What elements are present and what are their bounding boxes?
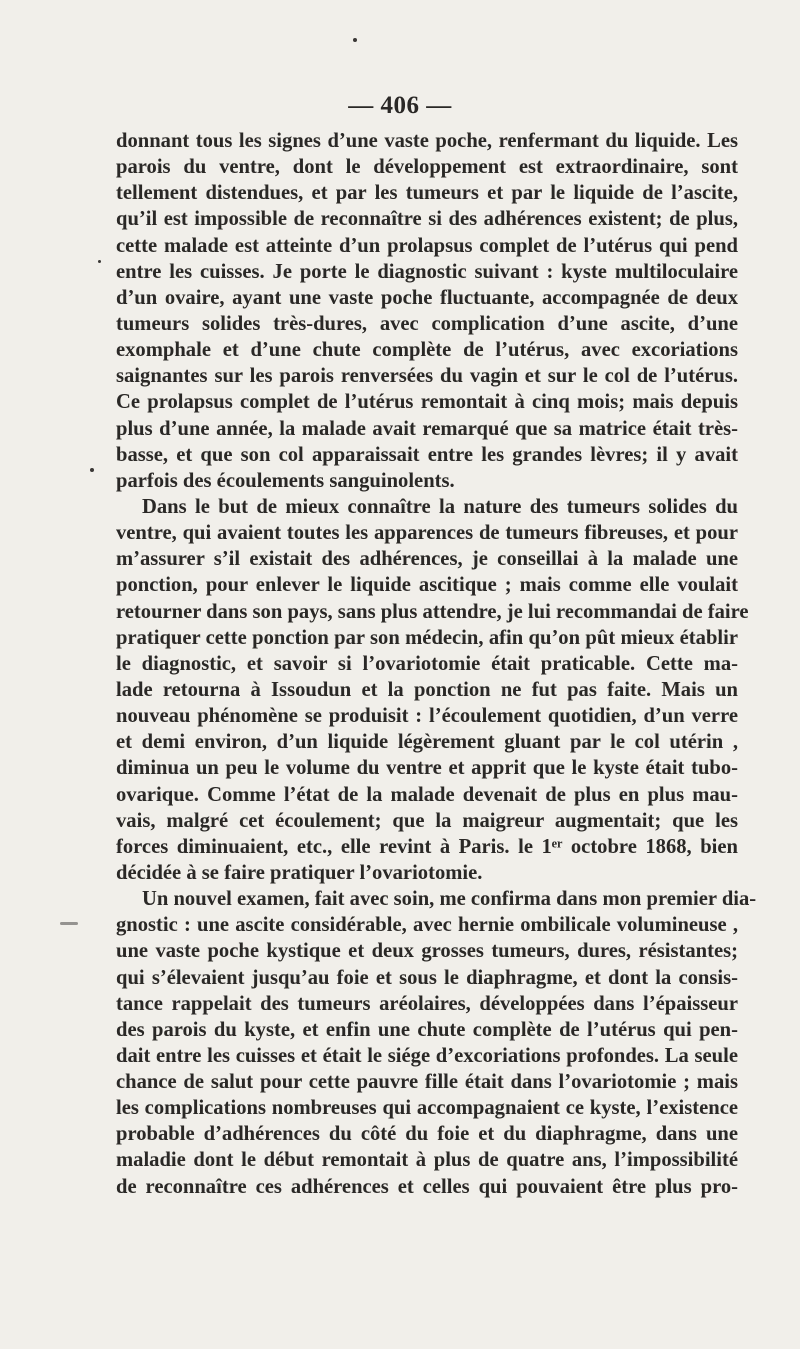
- text-line: le diagnostic, et savoir si l’ovariotomie était praticable. Cette ma-: [116, 652, 738, 675]
- text-line: des parois du kyste, et enfin une chute complète de l’utérus qui pen-: [116, 1018, 738, 1041]
- text-line: basse, et que son col apparaissait entre les grandes lèvres; il y avait: [116, 443, 738, 466]
- text-line: saignantes sur les parois renversées du vagin et sur le col de l’utérus.: [116, 365, 738, 388]
- body-text: [116, 128, 757, 1200]
- text-line: diminua un peu le volume du ventre et apprit que le kyste était tubo-: [116, 757, 738, 780]
- text-line: nouveau phénomène se produisit : l’écoulement quotidien, d’un verre: [116, 705, 738, 728]
- text-line: vais, malgré cet écoulement; que la maigreur augmentait; que les: [116, 809, 738, 832]
- text-line: plus d’une année, la malade avait remarqué que sa matrice était très-: [116, 417, 738, 440]
- text-line: m’assurer s’il existait des adhérences, je conseillai à la malade une: [116, 548, 738, 571]
- text-line: et demi environ, d’un liquide légèrement gluant par le col utérin ,: [116, 731, 738, 754]
- text-line: ponction, pour enlever le liquide ascitique ; mais comme elle voulait: [116, 574, 738, 597]
- ink-speck: [98, 260, 101, 263]
- page-number: — 406 —: [348, 92, 452, 119]
- text-line: qui s’élevaient jusqu’au foie et sous le diaphragme, et dont la consis-: [116, 966, 738, 989]
- ink-speck: [353, 38, 357, 42]
- text-line: les complications nombreuses qui accompagnaient ce kyste, l’existence: [116, 1097, 738, 1120]
- text-line: Un nouvel examen, fait avec soin, me confirma dans mon premier dia-: [142, 888, 757, 911]
- text-line: parfois des écoulements sanguinolents.: [116, 469, 455, 492]
- ink-speck: [90, 468, 94, 472]
- text-line: parois du ventre, dont le développement est extraordinaire, sont: [116, 156, 738, 179]
- text-line: de reconnaître ces adhérences et celles qui pouvaient être plus pro-: [116, 1175, 738, 1198]
- text-line: tellement distendues, et par les tumeurs et par le liquide de l’ascite,: [116, 182, 738, 205]
- text-line: tumeurs solides très-dures, avec complication d’une ascite, d’une: [116, 312, 738, 335]
- text-line: probable d’adhérences du côté du foie et du diaphragme, dans une: [116, 1123, 738, 1146]
- text-line: Ce prolapsus complet de l’utérus remontait à cinq mois; mais depuis: [116, 391, 738, 414]
- text-line: exomphale et d’une chute complète de l’utérus, avec excoriations: [116, 339, 738, 362]
- text-line: d’un ovaire, ayant une vaste poche fluctuante, accompagnée de deux: [116, 286, 738, 309]
- text-line: donnant tous les signes d’une vaste poche, renfermant du liquide. Les: [116, 130, 738, 152]
- text-line: qu’il est impossible de reconnaître si des adhérences existent; de plus,: [116, 208, 738, 231]
- text-line: pratiquer cette ponction par son médecin, afin qu’on pût mieux établir: [116, 626, 738, 649]
- text-line: lade retourna à Issoudun et la ponction ne fut pas faite. Mais un: [116, 678, 738, 701]
- text-line: Dans le but de mieux connaître la nature des tumeurs solides du: [142, 495, 738, 518]
- text-line: cette malade est atteinte d’un prolapsus complet de l’utérus qui pend: [116, 234, 738, 257]
- text-line: ventre, qui avaient toutes les apparences de tumeurs fibreuses, et pour: [116, 522, 738, 545]
- text-line: décidée à se faire pratiquer l’ovariotomie.: [116, 861, 483, 884]
- text-line: dait entre les cuisses et était le siége d’excoriations profondes. La seule: [116, 1044, 738, 1067]
- text-line: une vaste poche kystique et deux grosses tumeurs, dures, résistantes;: [116, 940, 738, 963]
- text-line: maladie dont le début remontait à plus de quatre ans, l’impossibilité: [116, 1149, 738, 1172]
- text-line: entre les cuisses. Je porte le diagnostic suivant : kyste multiloculaire: [116, 260, 738, 283]
- text-line: gnostic : une ascite considérable, avec hernie ombilicale volumineuse ,: [116, 914, 738, 937]
- text-line: chance de salut pour cette pauvre fille était dans l’ovariotomie ; mais: [116, 1071, 738, 1094]
- ink-speck: [60, 922, 78, 925]
- text-line: ovarique. Comme l’état de la malade devenait de plus en plus mau-: [116, 783, 738, 806]
- text-line: retourner dans son pays, sans plus attendre, je lui recommandai de faire: [116, 600, 749, 623]
- text-line: forces diminuaient, etc., elle revint à Paris. le 1ᵉʳ octobre 1868, bien: [116, 835, 738, 858]
- text-line: tance rappelait des tumeurs aréolaires, développées dans l’épaisseur: [116, 992, 738, 1015]
